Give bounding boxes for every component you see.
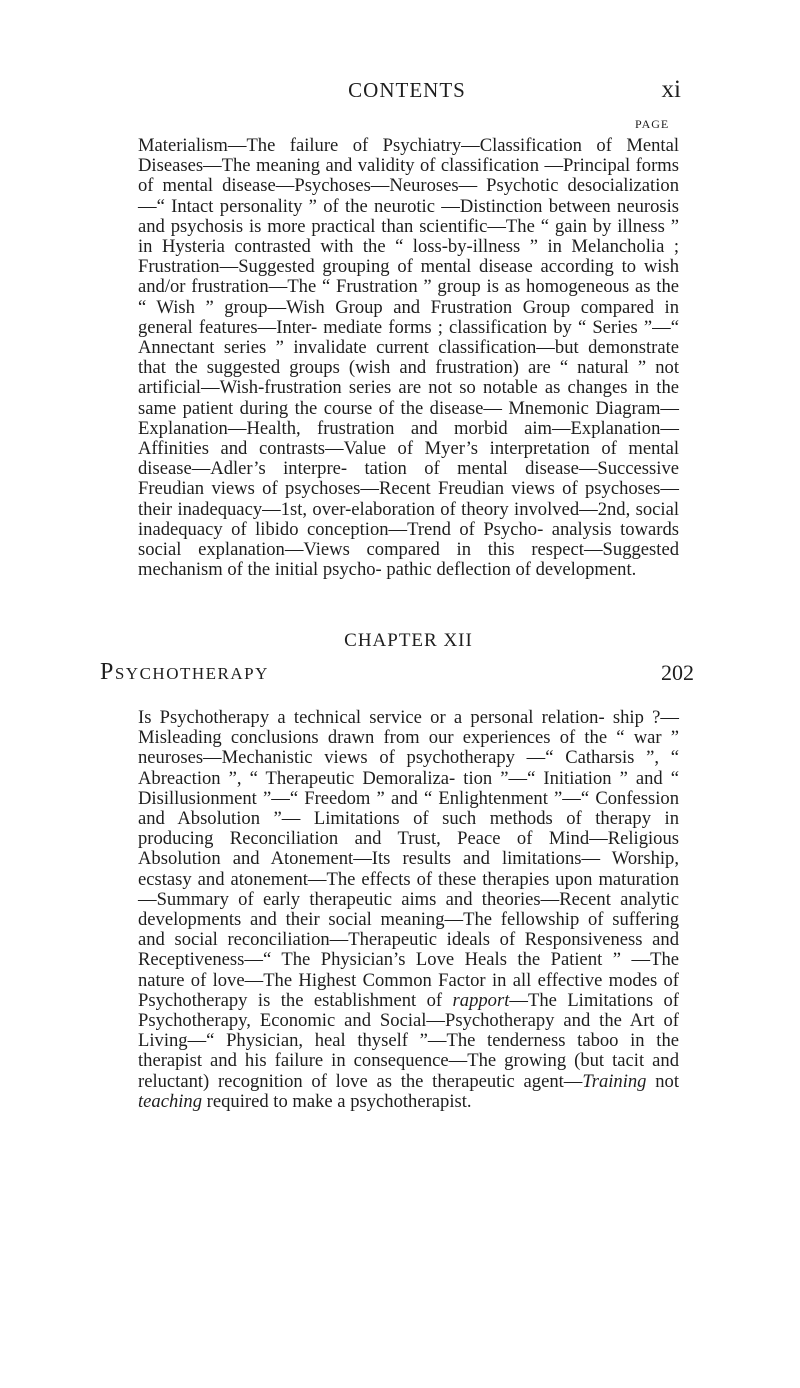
running-head-title: CONTENTS — [348, 78, 466, 102]
chapter-summary-text: required to make a psychotherapist. — [202, 1090, 472, 1112]
chapter-summary-text: Is Psychotherapy a technical service or a personal relation- ship ?—Misleading conclusions drawn from our experiences of the “ war ” neuroses—Mechanistic views of psychotherapy —“ Catharsis ”, “ Abreaction ”, “ Therapeutic Demoraliza- tion ”—“ Initiation ” and “ Disillusionment ”—“ Freedom ” and “ Enlightenment ”—“ Confession and Absolution ”— Limitations of such methods of therapy in producing Reconciliation and Trust, Peace of Mind—Religious Absolution and Atonement—Its results and limitations— Worship, ecstasy and atonement—The effects of these therapies upon maturation—Summary of early therapeutic aims and theories—Recent analytic developments and their social meaning—The fellowship of suffering and social reconciliation—Therapeutic ideals of Responsiveness and Receptiveness—“ The Physician’s Love Heals the Patient ” —The nature of love—The Highest Common Factor in all effective modes of Psychotherapy is the establishment of — [138, 707, 679, 1011]
chapter-summary-text: —The Limitations of Psychotherapy, Economic and Social—Psychotherapy and the Art of Living—“ Physician, heal thyself ”—The tenderness taboo in the therapist and his failure in consequence—The growing (but tacit and reluctant) recognition of love as the therapeutic agent— — [138, 989, 679, 1092]
chapter-summary-text: not — [646, 1070, 679, 1092]
chapter-page-number: 202 — [661, 660, 694, 685]
chapter-summary-italic-training: Training — [582, 1070, 647, 1092]
previous-chapter-summary: Materialism—The failure of Psychiatry—Classification of Mental Diseases—The meaning and validity of classification —Principal forms of mental disease—Psychoses—Neuroses— Psychotic desocialization—“ Intact personality ” of the neurotic —Distinction between neurosis and psychosis is more practical than scientific—The “ gain by illness ” in Hysteria contrasted with the “ loss-by-illness ” in Melancholia ; Frustration—Suggested grouping of mental disease according to wish and/or frustration—The “ Frustration ” group is as homogeneous as the “ Wish ” group—Wish Group and Frustration Group compared in general features—Inter- mediate forms ; classification by “ Series ”—“ Annectant series ” invalidate current classification—but demonstrate that the suggested groups (wish and frustration) are “ natural ” not artificial—Wish-frustration series are not so notable as changes in the same patient during the course of the disease— Mnemonic Diagram—Explanation—Health, frustration and morbid aim—Explanation—Affinities and contrasts—Value of Myer’s interpretation of mental disease—Adler’s interpre- tation of mental disease—Successive Freudian views of psychoses—Recent Freudian views of psychoses—their inadequacy—1st, over-elaboration of theory involved—2nd, social inadequacy of libido conception—Trend of Psycho- analysis towards social explanation—Views compared in this respect—Suggested mechanism of the initial psycho- pathic deflection of development. — [138, 135, 679, 581]
chapter-summary-italic-teaching: teaching — [138, 1090, 203, 1112]
running-head — [137, 74, 681, 108]
chapter-summary — [138, 708, 679, 1112]
chapter-title: Psychotherapy — [100, 659, 269, 685]
chapter-summary-italic-rapport: rapport — [452, 989, 510, 1011]
chapter-number: CHAPTER XII — [344, 630, 473, 651]
chapter-heading — [100, 659, 694, 689]
page-column-label: PAGE — [635, 117, 670, 131]
page-number: xi — [661, 76, 681, 103]
